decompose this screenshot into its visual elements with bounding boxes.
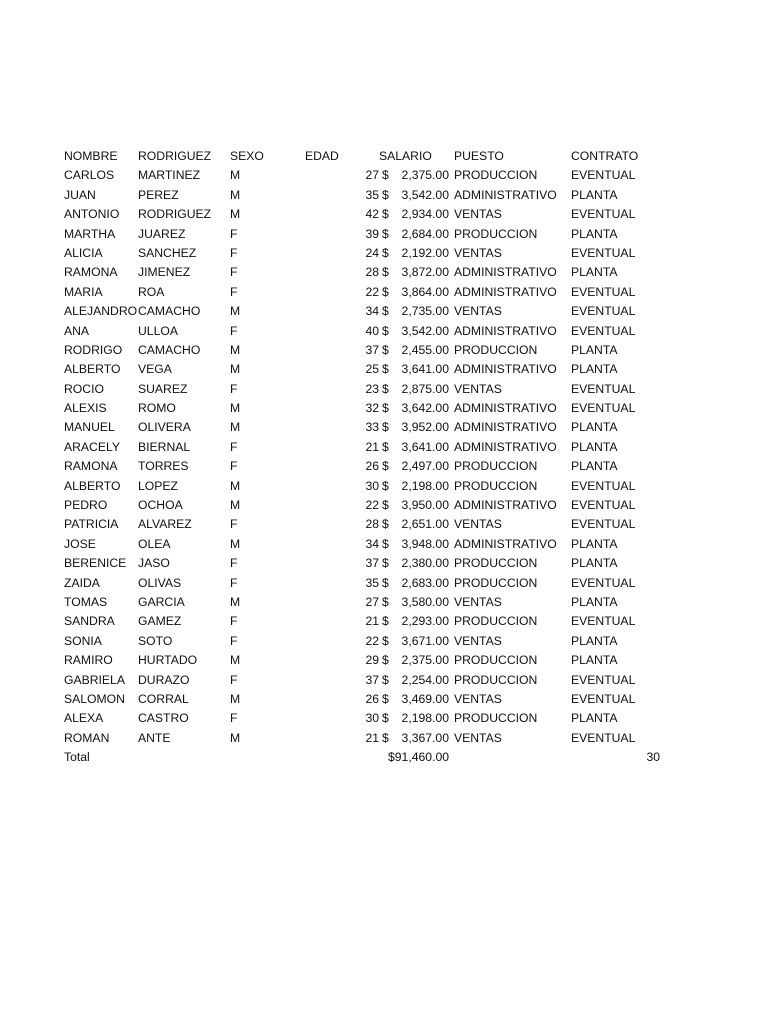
cell-contrato: PLANTA — [571, 362, 618, 377]
cell-edad: 28 — [365, 517, 379, 532]
cell-apellido: OLIVAS — [138, 575, 182, 590]
cell-nombre: ANTONIO — [64, 207, 120, 222]
table-row — [64, 283, 684, 302]
cell-currency-symbol: $ — [382, 575, 389, 590]
cell-salario: 2,875.00 — [401, 381, 449, 396]
cell-edad: 40 — [365, 323, 379, 338]
cell-salario: 2,683.00 — [401, 575, 449, 590]
cell-sexo: F — [230, 556, 238, 571]
cell-nombre: ALEXIS — [64, 401, 107, 416]
cell-nombre: GABRIELA — [64, 672, 125, 687]
table-row — [64, 690, 684, 709]
cell-edad: 35 — [365, 575, 379, 590]
cell-nombre: ROMAN — [64, 730, 110, 745]
cell-sexo: M — [230, 342, 241, 357]
cell-sexo: F — [230, 245, 238, 260]
table-row — [64, 632, 684, 651]
cell-salario: 3,948.00 — [401, 536, 449, 551]
cell-apellido: SANCHEZ — [138, 245, 197, 260]
cell-edad: 37 — [365, 342, 379, 357]
table-row — [64, 671, 684, 690]
header-nombre: NOMBRE — [64, 149, 118, 163]
cell-salario: 2,198.00 — [401, 478, 449, 493]
table-row — [64, 302, 684, 321]
cell-puesto: ADMINISTRATIVO — [454, 187, 557, 202]
cell-salario: 3,367.00 — [401, 730, 449, 745]
cell-sexo: M — [230, 401, 241, 416]
cell-nombre: ARACELY — [64, 439, 120, 454]
table-row — [64, 166, 684, 185]
cell-contrato: PLANTA — [571, 187, 618, 202]
cell-sexo: M — [230, 168, 241, 183]
cell-currency-symbol: $ — [382, 207, 389, 222]
table-row — [64, 574, 684, 593]
cell-currency-symbol: $ — [382, 265, 389, 280]
cell-puesto: PRODUCCION — [454, 711, 538, 726]
cell-contrato: EVENTUAL — [571, 284, 636, 299]
cell-puesto: ADMINISTRATIVO — [454, 362, 557, 377]
cell-puesto: PRODUCCION — [454, 653, 538, 668]
cell-apellido: LOPEZ — [138, 478, 178, 493]
total-salario: $91,460.00 — [388, 750, 449, 765]
table-row — [64, 593, 684, 612]
cell-contrato: PLANTA — [571, 265, 618, 280]
table-row — [64, 322, 684, 341]
cell-contrato: EVENTUAL — [571, 691, 636, 706]
table-row — [64, 244, 684, 263]
cell-contrato: PLANTA — [571, 439, 618, 454]
cell-salario: 3,642.00 — [401, 401, 449, 416]
cell-sexo: M — [230, 536, 241, 551]
cell-contrato: EVENTUAL — [571, 478, 636, 493]
cell-contrato: EVENTUAL — [571, 614, 636, 629]
cell-nombre: BERENICE — [64, 556, 127, 571]
cell-puesto: ADMINISTRATIVO — [454, 498, 557, 513]
cell-currency-symbol: $ — [382, 556, 389, 571]
total-row — [64, 748, 684, 767]
cell-puesto: ADMINISTRATIVO — [454, 401, 557, 416]
table-row — [64, 477, 684, 496]
cell-currency-symbol: $ — [382, 401, 389, 416]
cell-salario: 3,469.00 — [401, 691, 449, 706]
cell-puesto: VENTAS — [454, 245, 502, 260]
cell-contrato: EVENTUAL — [571, 323, 636, 338]
cell-puesto: VENTAS — [454, 691, 502, 706]
cell-edad: 32 — [365, 401, 379, 416]
cell-nombre: JOSE — [64, 536, 96, 551]
cell-puesto: PRODUCCION — [454, 556, 538, 571]
cell-sexo: F — [230, 284, 238, 299]
cell-nombre: PATRICIA — [64, 517, 119, 532]
cell-salario: 2,380.00 — [401, 556, 449, 571]
cell-sexo: F — [230, 459, 238, 474]
cell-currency-symbol: $ — [382, 245, 389, 260]
cell-edad: 25 — [365, 362, 379, 377]
cell-contrato: EVENTUAL — [571, 730, 636, 745]
cell-currency-symbol: $ — [382, 478, 389, 493]
cell-contrato: EVENTUAL — [571, 168, 636, 183]
cell-apellido: ULLOA — [138, 323, 178, 338]
cell-apellido: OLIVERA — [138, 420, 191, 435]
cell-contrato: PLANTA — [571, 226, 618, 241]
cell-salario: 2,934.00 — [401, 207, 449, 222]
cell-apellido: PEREZ — [138, 187, 179, 202]
cell-nombre: ALEXA — [64, 711, 104, 726]
cell-contrato: PLANTA — [571, 459, 618, 474]
cell-apellido: BIERNAL — [138, 439, 191, 454]
cell-edad: 39 — [365, 226, 379, 241]
cell-sexo: M — [230, 362, 241, 377]
cell-apellido: JIMENEZ — [138, 265, 191, 280]
cell-apellido: ALVAREZ — [138, 517, 192, 532]
cell-nombre: MARIA — [64, 284, 103, 299]
cell-currency-symbol: $ — [382, 517, 389, 532]
cell-sexo: F — [230, 323, 238, 338]
cell-currency-symbol: $ — [382, 226, 389, 241]
cell-sexo: M — [230, 653, 241, 668]
cell-currency-symbol: $ — [382, 536, 389, 551]
cell-salario: 3,542.00 — [401, 187, 449, 202]
table-row — [64, 438, 684, 457]
cell-currency-symbol: $ — [382, 614, 389, 629]
table-row — [64, 535, 684, 554]
cell-contrato: EVENTUAL — [571, 381, 636, 396]
cell-contrato: EVENTUAL — [571, 304, 636, 319]
cell-currency-symbol: $ — [382, 284, 389, 299]
table-row — [64, 380, 684, 399]
cell-nombre: ZAIDA — [64, 575, 100, 590]
cell-currency-symbol: $ — [382, 653, 389, 668]
cell-edad: 27 — [365, 594, 379, 609]
cell-edad: 22 — [365, 633, 379, 648]
cell-nombre: TOMAS — [64, 594, 108, 609]
table-row — [64, 205, 684, 224]
cell-salario: 3,580.00 — [401, 594, 449, 609]
cell-sexo: M — [230, 594, 241, 609]
cell-nombre: JUAN — [64, 187, 96, 202]
cell-apellido: TORRES — [138, 459, 189, 474]
cell-nombre: ROCIO — [64, 381, 104, 396]
cell-sexo: M — [230, 187, 241, 202]
cell-edad: 22 — [365, 284, 379, 299]
cell-currency-symbol: $ — [382, 691, 389, 706]
cell-salario: 2,375.00 — [401, 653, 449, 668]
header-salario: SALARIO — [379, 149, 432, 163]
cell-sexo: F — [230, 614, 238, 629]
cell-puesto: PRODUCCION — [454, 226, 538, 241]
employee-spreadsheet — [64, 147, 684, 768]
cell-apellido: GARCIA — [138, 594, 185, 609]
cell-puesto: PRODUCCION — [454, 342, 538, 357]
cell-puesto: VENTAS — [454, 517, 502, 532]
table-row — [64, 263, 684, 282]
cell-edad: 21 — [365, 439, 379, 454]
cell-nombre: RODRIGO — [64, 342, 123, 357]
header-contrato: CONTRATO — [571, 149, 639, 163]
cell-puesto: VENTAS — [454, 381, 502, 396]
total-label: Total — [64, 750, 90, 765]
total-count: 30 — [646, 750, 660, 765]
cell-apellido: ROMO — [138, 401, 176, 416]
cell-salario: 3,872.00 — [401, 265, 449, 280]
cell-apellido: CORRAL — [138, 691, 189, 706]
cell-apellido: RODRIGUEZ — [138, 207, 212, 222]
cell-edad: 26 — [365, 459, 379, 474]
cell-currency-symbol: $ — [382, 323, 389, 338]
cell-puesto: VENTAS — [454, 304, 502, 319]
cell-currency-symbol: $ — [382, 342, 389, 357]
table-row — [64, 496, 684, 515]
cell-apellido: CAMACHO — [138, 304, 201, 319]
cell-nombre: ALBERTO — [64, 478, 121, 493]
cell-contrato: EVENTUAL — [571, 575, 636, 590]
cell-edad: 24 — [365, 245, 379, 260]
table-row — [64, 418, 684, 437]
cell-salario: 2,455.00 — [401, 342, 449, 357]
cell-currency-symbol: $ — [382, 168, 389, 183]
cell-puesto: VENTAS — [454, 633, 502, 648]
cell-currency-symbol: $ — [382, 439, 389, 454]
cell-edad: 29 — [365, 653, 379, 668]
cell-nombre: RAMONA — [64, 459, 118, 474]
cell-nombre: SANDRA — [64, 614, 115, 629]
cell-sexo: F — [230, 672, 238, 687]
cell-salario: 2,375.00 — [401, 168, 449, 183]
cell-puesto: VENTAS — [454, 730, 502, 745]
cell-currency-symbol: $ — [382, 362, 389, 377]
table-row — [64, 729, 684, 748]
cell-apellido: SOTO — [138, 633, 173, 648]
cell-salario: 2,254.00 — [401, 672, 449, 687]
cell-sexo: M — [230, 730, 241, 745]
cell-puesto: PRODUCCION — [454, 168, 538, 183]
cell-salario: 2,497.00 — [401, 459, 449, 474]
cell-nombre: ALEJANDRO — [64, 304, 138, 319]
table-row — [64, 186, 684, 205]
cell-currency-symbol: $ — [382, 187, 389, 202]
cell-salario: 2,735.00 — [401, 304, 449, 319]
cell-edad: 23 — [365, 381, 379, 396]
cell-contrato: PLANTA — [571, 420, 618, 435]
cell-edad: 34 — [365, 304, 379, 319]
cell-contrato: PLANTA — [571, 536, 618, 551]
cell-contrato: PLANTA — [571, 594, 618, 609]
cell-apellido: DURAZO — [138, 672, 190, 687]
cell-currency-symbol: $ — [382, 730, 389, 745]
cell-contrato: PLANTA — [571, 711, 618, 726]
cell-edad: 22 — [365, 498, 379, 513]
cell-contrato: EVENTUAL — [571, 245, 636, 260]
cell-puesto: ADMINISTRATIVO — [454, 265, 557, 280]
cell-edad: 30 — [365, 711, 379, 726]
cell-currency-symbol: $ — [382, 633, 389, 648]
cell-nombre: MARTHA — [64, 226, 116, 241]
cell-apellido: ROA — [138, 284, 165, 299]
cell-puesto: PRODUCCION — [454, 575, 538, 590]
cell-contrato: EVENTUAL — [571, 401, 636, 416]
cell-sexo: F — [230, 381, 238, 396]
table-row — [64, 225, 684, 244]
cell-sexo: F — [230, 517, 238, 532]
cell-edad: 28 — [365, 265, 379, 280]
table-row — [64, 709, 684, 728]
cell-edad: 27 — [365, 168, 379, 183]
table-row — [64, 457, 684, 476]
cell-nombre: MANUEL — [64, 420, 115, 435]
cell-sexo: F — [230, 439, 238, 454]
cell-nombre: ANA — [64, 323, 90, 338]
cell-contrato: EVENTUAL — [571, 517, 636, 532]
cell-nombre: SONIA — [64, 633, 102, 648]
cell-puesto: ADMINISTRATIVO — [454, 284, 557, 299]
cell-edad: 21 — [365, 730, 379, 745]
cell-edad: 34 — [365, 536, 379, 551]
cell-salario: 2,684.00 — [401, 226, 449, 241]
cell-currency-symbol: $ — [382, 420, 389, 435]
cell-contrato: EVENTUAL — [571, 207, 636, 222]
cell-nombre: ALBERTO — [64, 362, 121, 377]
cell-puesto: ADMINISTRATIVO — [454, 323, 557, 338]
header-row — [64, 147, 684, 166]
cell-contrato: EVENTUAL — [571, 672, 636, 687]
cell-apellido: CASTRO — [138, 711, 189, 726]
cell-apellido: HURTADO — [138, 653, 198, 668]
cell-contrato: EVENTUAL — [571, 498, 636, 513]
cell-puesto: VENTAS — [454, 594, 502, 609]
cell-nombre: SALOMON — [64, 691, 125, 706]
cell-apellido: JASO — [138, 556, 170, 571]
cell-edad: 33 — [365, 420, 379, 435]
cell-sexo: F — [230, 633, 238, 648]
cell-currency-symbol: $ — [382, 459, 389, 474]
table-row — [64, 651, 684, 670]
cell-currency-symbol: $ — [382, 711, 389, 726]
cell-puesto: ADMINISTRATIVO — [454, 536, 557, 551]
cell-apellido: VEGA — [138, 362, 172, 377]
cell-currency-symbol: $ — [382, 498, 389, 513]
cell-edad: 37 — [365, 672, 379, 687]
table-row — [64, 360, 684, 379]
cell-salario: 2,651.00 — [401, 517, 449, 532]
cell-sexo: M — [230, 478, 241, 493]
table-row — [64, 399, 684, 418]
cell-sexo: M — [230, 691, 241, 706]
cell-contrato: PLANTA — [571, 556, 618, 571]
cell-apellido: MARTINEZ — [138, 168, 201, 183]
cell-sexo: F — [230, 226, 238, 241]
cell-salario: 3,641.00 — [401, 439, 449, 454]
cell-nombre: RAMONA — [64, 265, 118, 280]
cell-edad: 30 — [365, 478, 379, 493]
cell-contrato: PLANTA — [571, 633, 618, 648]
cell-puesto: ADMINISTRATIVO — [454, 420, 557, 435]
header-apellido: RODRIGUEZ — [138, 149, 212, 163]
cell-salario: 3,864.00 — [401, 284, 449, 299]
cell-apellido: SUAREZ — [138, 381, 188, 396]
cell-sexo: F — [230, 575, 238, 590]
header-sexo: SEXO — [230, 149, 264, 163]
cell-edad: 26 — [365, 691, 379, 706]
cell-puesto: PRODUCCION — [454, 672, 538, 687]
cell-nombre: PEDRO — [64, 498, 108, 513]
cell-edad: 37 — [365, 556, 379, 571]
table-row — [64, 515, 684, 534]
header-puesto: PUESTO — [454, 149, 504, 163]
cell-salario: 2,198.00 — [401, 711, 449, 726]
cell-sexo: M — [230, 498, 241, 513]
cell-sexo: F — [230, 711, 238, 726]
cell-currency-symbol: $ — [382, 304, 389, 319]
cell-apellido: ANTE — [138, 730, 171, 745]
cell-contrato: PLANTA — [571, 653, 618, 668]
cell-salario: 3,542.00 — [401, 323, 449, 338]
cell-salario: 3,641.00 — [401, 362, 449, 377]
cell-nombre: ALICIA — [64, 245, 103, 260]
cell-puesto: PRODUCCION — [454, 614, 538, 629]
cell-currency-symbol: $ — [382, 381, 389, 396]
cell-apellido: JUAREZ — [138, 226, 186, 241]
cell-nombre: RAMIRO — [64, 653, 113, 668]
cell-salario: 3,671.00 — [401, 633, 449, 648]
table-body — [64, 166, 684, 748]
cell-sexo: M — [230, 304, 241, 319]
cell-edad: 21 — [365, 614, 379, 629]
table-row — [64, 341, 684, 360]
cell-edad: 42 — [365, 207, 379, 222]
table-row — [64, 612, 684, 631]
cell-sexo: F — [230, 265, 238, 280]
cell-apellido: OLEA — [138, 536, 171, 551]
cell-puesto: PRODUCCION — [454, 459, 538, 474]
cell-puesto: PRODUCCION — [454, 478, 538, 493]
cell-currency-symbol: $ — [382, 672, 389, 687]
cell-apellido: OCHOA — [138, 498, 183, 513]
cell-salario: 3,952.00 — [401, 420, 449, 435]
cell-salario: 3,950.00 — [401, 498, 449, 513]
cell-contrato: PLANTA — [571, 342, 618, 357]
table-row — [64, 554, 684, 573]
cell-sexo: M — [230, 420, 241, 435]
cell-edad: 35 — [365, 187, 379, 202]
cell-apellido: CAMACHO — [138, 342, 201, 357]
cell-puesto: VENTAS — [454, 207, 502, 222]
cell-currency-symbol: $ — [382, 594, 389, 609]
cell-apellido: GAMEZ — [138, 614, 182, 629]
cell-nombre: CARLOS — [64, 168, 115, 183]
header-edad: EDAD — [305, 149, 339, 163]
cell-salario: 2,192.00 — [401, 245, 449, 260]
cell-salario: 2,293.00 — [401, 614, 449, 629]
cell-puesto: ADMINISTRATIVO — [454, 439, 557, 454]
cell-sexo: M — [230, 207, 241, 222]
